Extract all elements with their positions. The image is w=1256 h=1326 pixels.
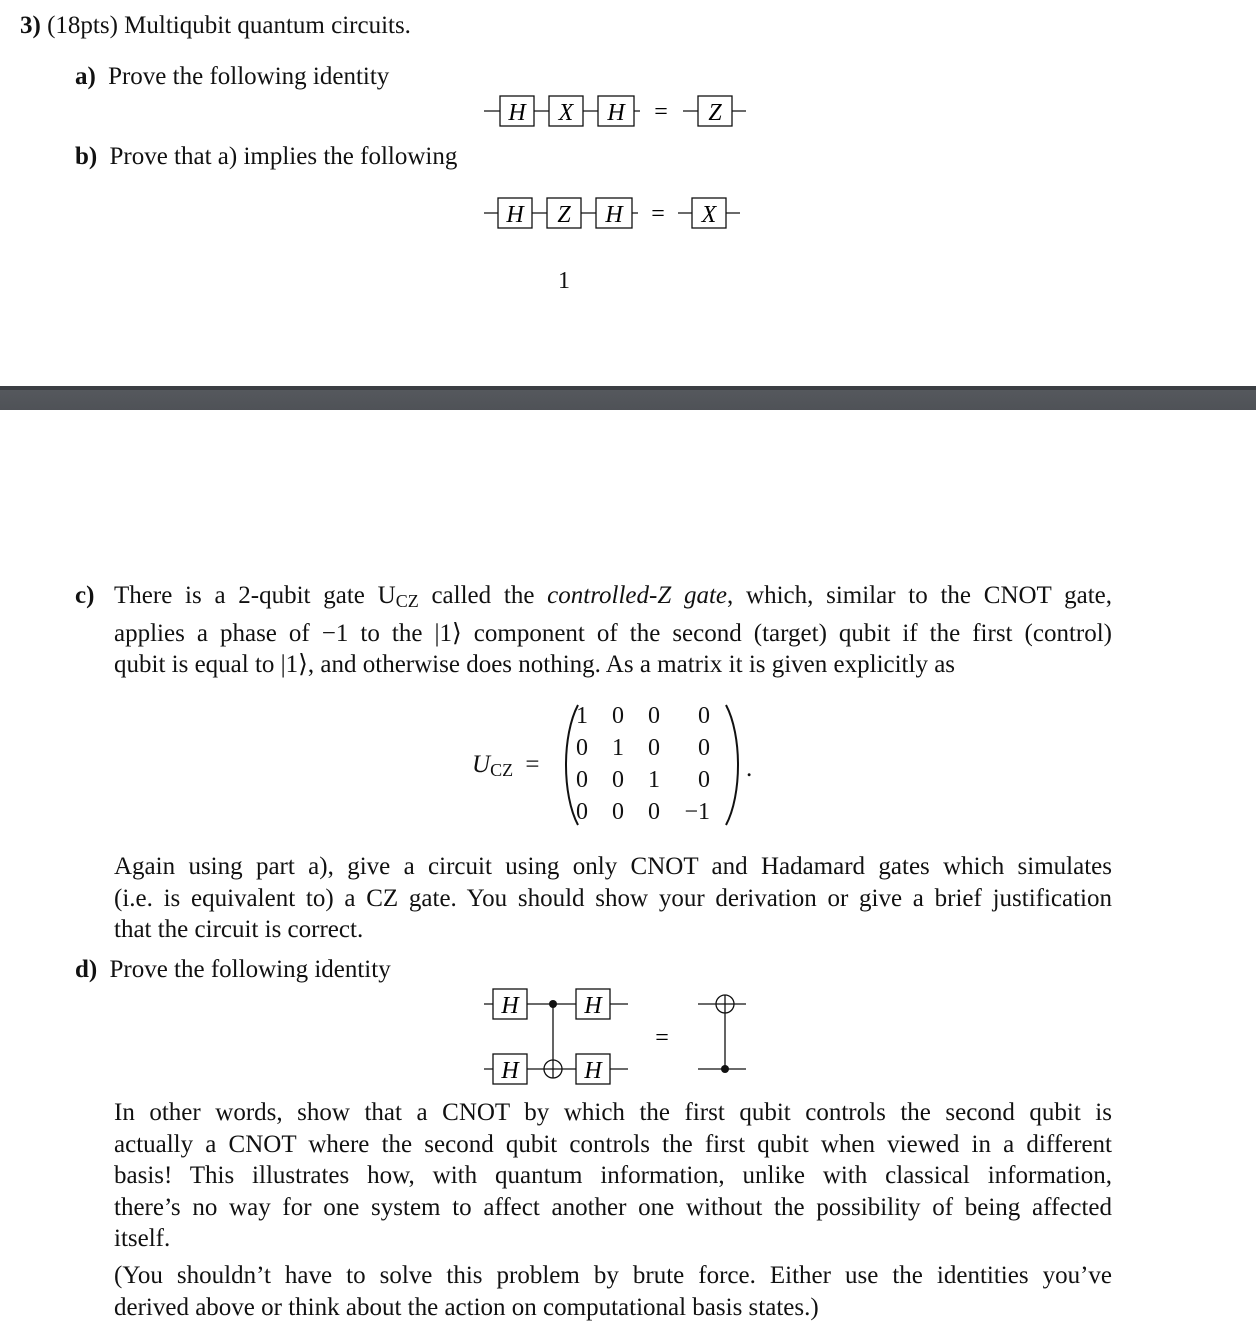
matrix-row: 0 0 0 −1 — [576, 799, 710, 825]
svg-text:H: H — [584, 1058, 602, 1084]
part-c-followup-line-2: (i.e. is equivalent to) a CZ gate. You should show your derivation or give a brief justification — [114, 884, 1112, 912]
part-d-h-gate-top-right — [576, 989, 610, 1019]
part-d-explanation-line-3: basis! This illustrates how, with quantum information, unlike with classical information, — [114, 1162, 1112, 1189]
part-d-explanation-line-4: there’s no way for one system to affect another one without the possibility of being affected — [114, 1193, 1112, 1221]
part-b-gate-3 — [596, 198, 632, 228]
part-b-gate-1 — [498, 198, 532, 228]
matrix-row: 0 0 1 0 — [576, 767, 710, 793]
part-c-followup — [114, 851, 1112, 946]
rhs-control-dot — [721, 1065, 729, 1073]
part-d-prompt — [75, 955, 391, 985]
part-c-line-1: There is a 2-qubit gate $U_{CZ}$ called the controlled-Z gate, which, similar to the CNOT gate, — [114, 582, 1113, 611]
matrix-row: 0 1 0 0 — [576, 735, 710, 761]
part-b-equals: = — [651, 201, 665, 227]
svg-text:H: H — [501, 1058, 519, 1084]
part-d-hint-line-2: derived above or think about the action on computational basis states.) — [114, 1293, 819, 1321]
right-paren — [726, 705, 738, 825]
part-b-gate-2 — [547, 198, 581, 228]
svg-text:H: H — [584, 993, 602, 1019]
part-a-equals: = — [654, 99, 668, 125]
svg-text:H: H — [501, 993, 519, 1019]
matrix-row: 1 0 0 0 — [576, 703, 710, 729]
svg-text:X: X — [558, 100, 574, 126]
part-b-prompt — [75, 142, 457, 172]
svg-text:X: X — [701, 202, 717, 228]
svg-text:H: H — [605, 202, 623, 228]
svg-text:Z: Z — [708, 100, 722, 126]
part-d-explanation-line-1: In other words, show that a CNOT by which the first qubit controls the second qubit is — [114, 1099, 1112, 1126]
page-2 — [0, 410, 1256, 1326]
matrix-period: . — [746, 755, 753, 782]
part-b-circuit — [478, 194, 758, 234]
problem-title: (18pts) Multiqubit quantum circuits. — [47, 12, 411, 39]
part-b-text: Prove that a) implies the following — [109, 143, 458, 170]
part-a-circuit — [478, 92, 758, 132]
part-c-intro — [114, 580, 1112, 681]
rhs-target-oplus — [716, 995, 734, 1013]
target-oplus — [544, 1060, 562, 1078]
part-a-label: a) — [75, 63, 96, 90]
page-number: 1 — [558, 268, 570, 294]
svg-text:H: H — [607, 100, 625, 126]
part-c-followup-line-3: that the circuit is correct. — [114, 916, 364, 943]
part-d-explanation-line-5: itself. — [114, 1225, 171, 1252]
part-a-rhs-gate — [698, 96, 732, 126]
problem-number: 3) — [20, 12, 41, 39]
part-b-rhs-gate — [692, 198, 726, 228]
part-d-equals: = — [655, 1025, 669, 1051]
part-b-label: b) — [75, 143, 98, 170]
part-d-hint — [114, 1260, 1112, 1323]
page-divider — [0, 386, 1256, 410]
page-1 — [0, 0, 1256, 386]
svg-text:Z: Z — [557, 202, 571, 228]
part-c-line-3: qubit is equal to |1⟩, and otherwise does nothing. As a matrix it is given explicitly as — [114, 651, 956, 678]
part-c-label: c) — [75, 582, 95, 609]
svg-text:H: H — [508, 100, 526, 126]
part-d-text: Prove the following identity — [109, 956, 391, 983]
part-d-explanation-line-2: actually a CNOT where the second qubit controls the first qubit when viewed in a different — [114, 1130, 1112, 1158]
part-d-h-gate-top-left — [493, 989, 527, 1019]
part-a-gate-2 — [549, 96, 583, 126]
part-a-text: Prove the following identity — [108, 63, 390, 90]
matrix-lhs: $U_{CZ}$ = — [472, 751, 540, 780]
part-d-h-gate-bottom-right — [576, 1054, 610, 1084]
part-a-gate-1 — [500, 96, 534, 126]
part-d-label: d) — [75, 956, 98, 983]
part-d-circuit — [478, 985, 758, 1085]
svg-text:H: H — [506, 202, 524, 228]
part-a-prompt — [75, 62, 389, 92]
part-d-h-gate-bottom-left — [493, 1054, 527, 1084]
part-a-gate-3 — [598, 96, 634, 126]
control-dot — [549, 1000, 557, 1008]
problem-heading — [20, 11, 411, 41]
part-c-followup-line-1: Again using part a), give a circuit using only CNOT and Hadamard gates which simulates — [114, 853, 1112, 880]
part-d-explanation — [114, 1097, 1112, 1255]
part-d-hint-line-1: (You shouldn’t have to solve this problem by brute force. Either use the identities you’ve — [114, 1262, 1112, 1289]
part-c-line-2: applies a phase of −1 to the |1⟩ component of the second (target) qubit if the first (control) — [114, 619, 1112, 647]
cz-matrix — [570, 700, 710, 828]
